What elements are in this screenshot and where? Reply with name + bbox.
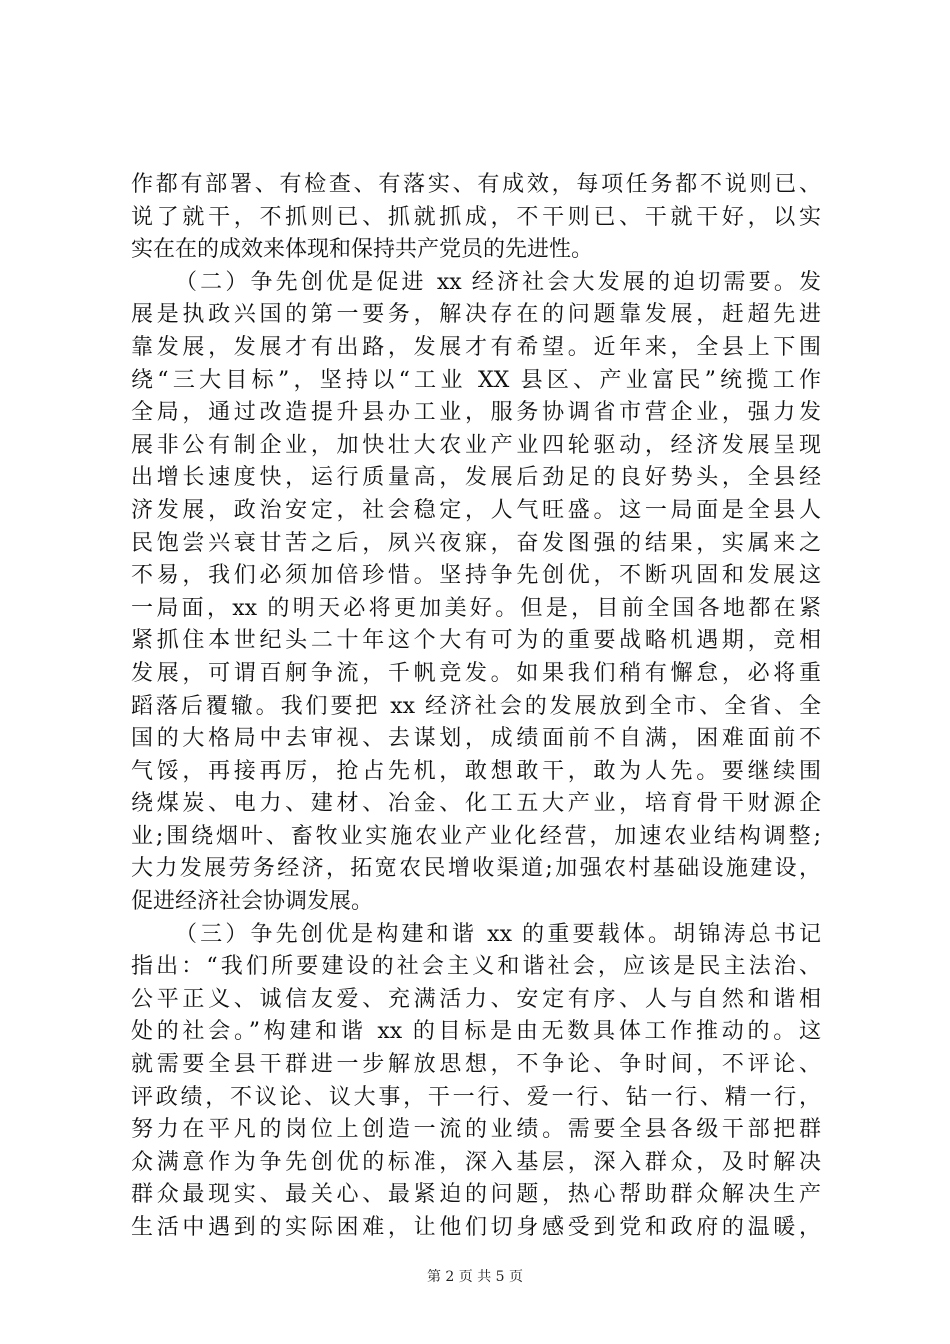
text-line: 评政绩，不议论、议大事，干一行、爱一行、钻一行、精一行， [131,1084,821,1110]
text-line: 济发展，政治安定，社会稳定，人气旺盛。这一局面是全县人 [131,497,821,523]
text-line: 众满意作为争先创优的标准，深入基层，深入群众，及时解决 [131,1149,821,1175]
text-line: 指出：“我们所要建设的社会主义和谐社会，应该是民主法治、 [131,954,821,980]
text-line: 展是执政兴国的第一要务，解决存在的问题靠发展，赶超先进 [131,302,821,328]
text-line: 公平正义、诚信友爱、充满活力、安定有序、人与自然和谐相 [131,986,821,1012]
section-heading-line: （二）争先创优是促进 xx 经济社会大发展的迫切需要。发 [175,269,821,295]
text-line: 努力在平凡的岗位上创造一流的业绩。需要全县各级干部把群 [131,1117,821,1143]
text-line: 国的大格局中去审视、去谋划，成绩面前不自满，困难面前不 [131,726,821,752]
text-line: 促进经济社会协调发展。 [131,889,374,915]
text-line: 就需要全县干群进一步解放思想，不争论、争时间，不评论、 [131,1052,821,1078]
text-line: 作都有部署、有检查、有落实、有成效，每项任务都不说则已、 [131,172,821,197]
text-line: 展非公有制企业，加快壮大农业产业四轮驱动，经济发展呈现 [131,432,821,458]
text-line: 一局面，xx 的明天必将更加美好。但是，目前全国各地都在紧 [131,595,821,621]
text-line: 发展，可谓百舸争流，千帆竞发。如果我们稍有懈怠，必将重 [131,660,821,686]
text-line: 民饱尝兴衰甘苦之后，夙兴夜寐，奋发图强的结果，实属来之 [131,530,821,556]
text-line: 蹈落后覆辙。我们要把 xx 经济社会的发展放到全市、全省、全 [131,693,821,719]
text-line: 气馁，再接再厉，抢占先机，敢想敢干，敢为人先。要继续围 [131,758,821,784]
text-line: 说了就干，不抓则已、抓就抓成，不干则已、干就干好，以实 [131,204,821,230]
text-line: 靠发展，发展才有出路，发展才有希望。近年来，全县上下围 [131,334,821,360]
page-number: 第 2 页 共 5 页 [426,1269,524,1285]
text-line: 大力发展劳务经济，拓宽农民增收渠道;加强农村基础设施建设， [131,856,821,882]
section-heading-line: （三）争先创优是构建和谐 xx 的重要载体。胡锦涛总书记 [175,921,821,947]
text-line: 实在在的成效来体现和保持共产党员的先进性。 [131,237,594,263]
text-line: 处的社会。”构建和谐 xx 的目标是由无数具体工作推动的。这 [131,1019,821,1045]
text-line: 生活中遇到的实际困难，让他们切身感受到党和政府的温暖， [131,1215,821,1240]
text-line: 紧抓住本世纪头二十年这个大有可为的重要战略机遇期，竞相 [131,628,821,654]
text-line: 绕煤炭、电力、建材、冶金、化工五大产业，培育骨干财源企 [131,791,821,817]
text-line: 不易，我们必须加倍珍惜。坚持争先创优，不断巩固和发展这 [131,563,821,589]
text-line: 出增长速度快，运行质量高，发展后劲足的良好势头，全县经 [131,465,821,491]
text-line: 绕“三大目标”，坚持以“工业 XX 县区、产业富民”统揽工作 [131,367,821,393]
document-body [131,169,821,1245]
text-line: 全局，通过改造提升县办工业，服务协调省市营企业，强力发 [131,400,821,426]
text-line: 业;围绕烟叶、畜牧业实施农业产业化经营，加速农业结构调整; [131,823,821,849]
text-line: 群众最现实、最关心、最紧迫的问题，热心帮助群众解决生产 [131,1182,821,1208]
